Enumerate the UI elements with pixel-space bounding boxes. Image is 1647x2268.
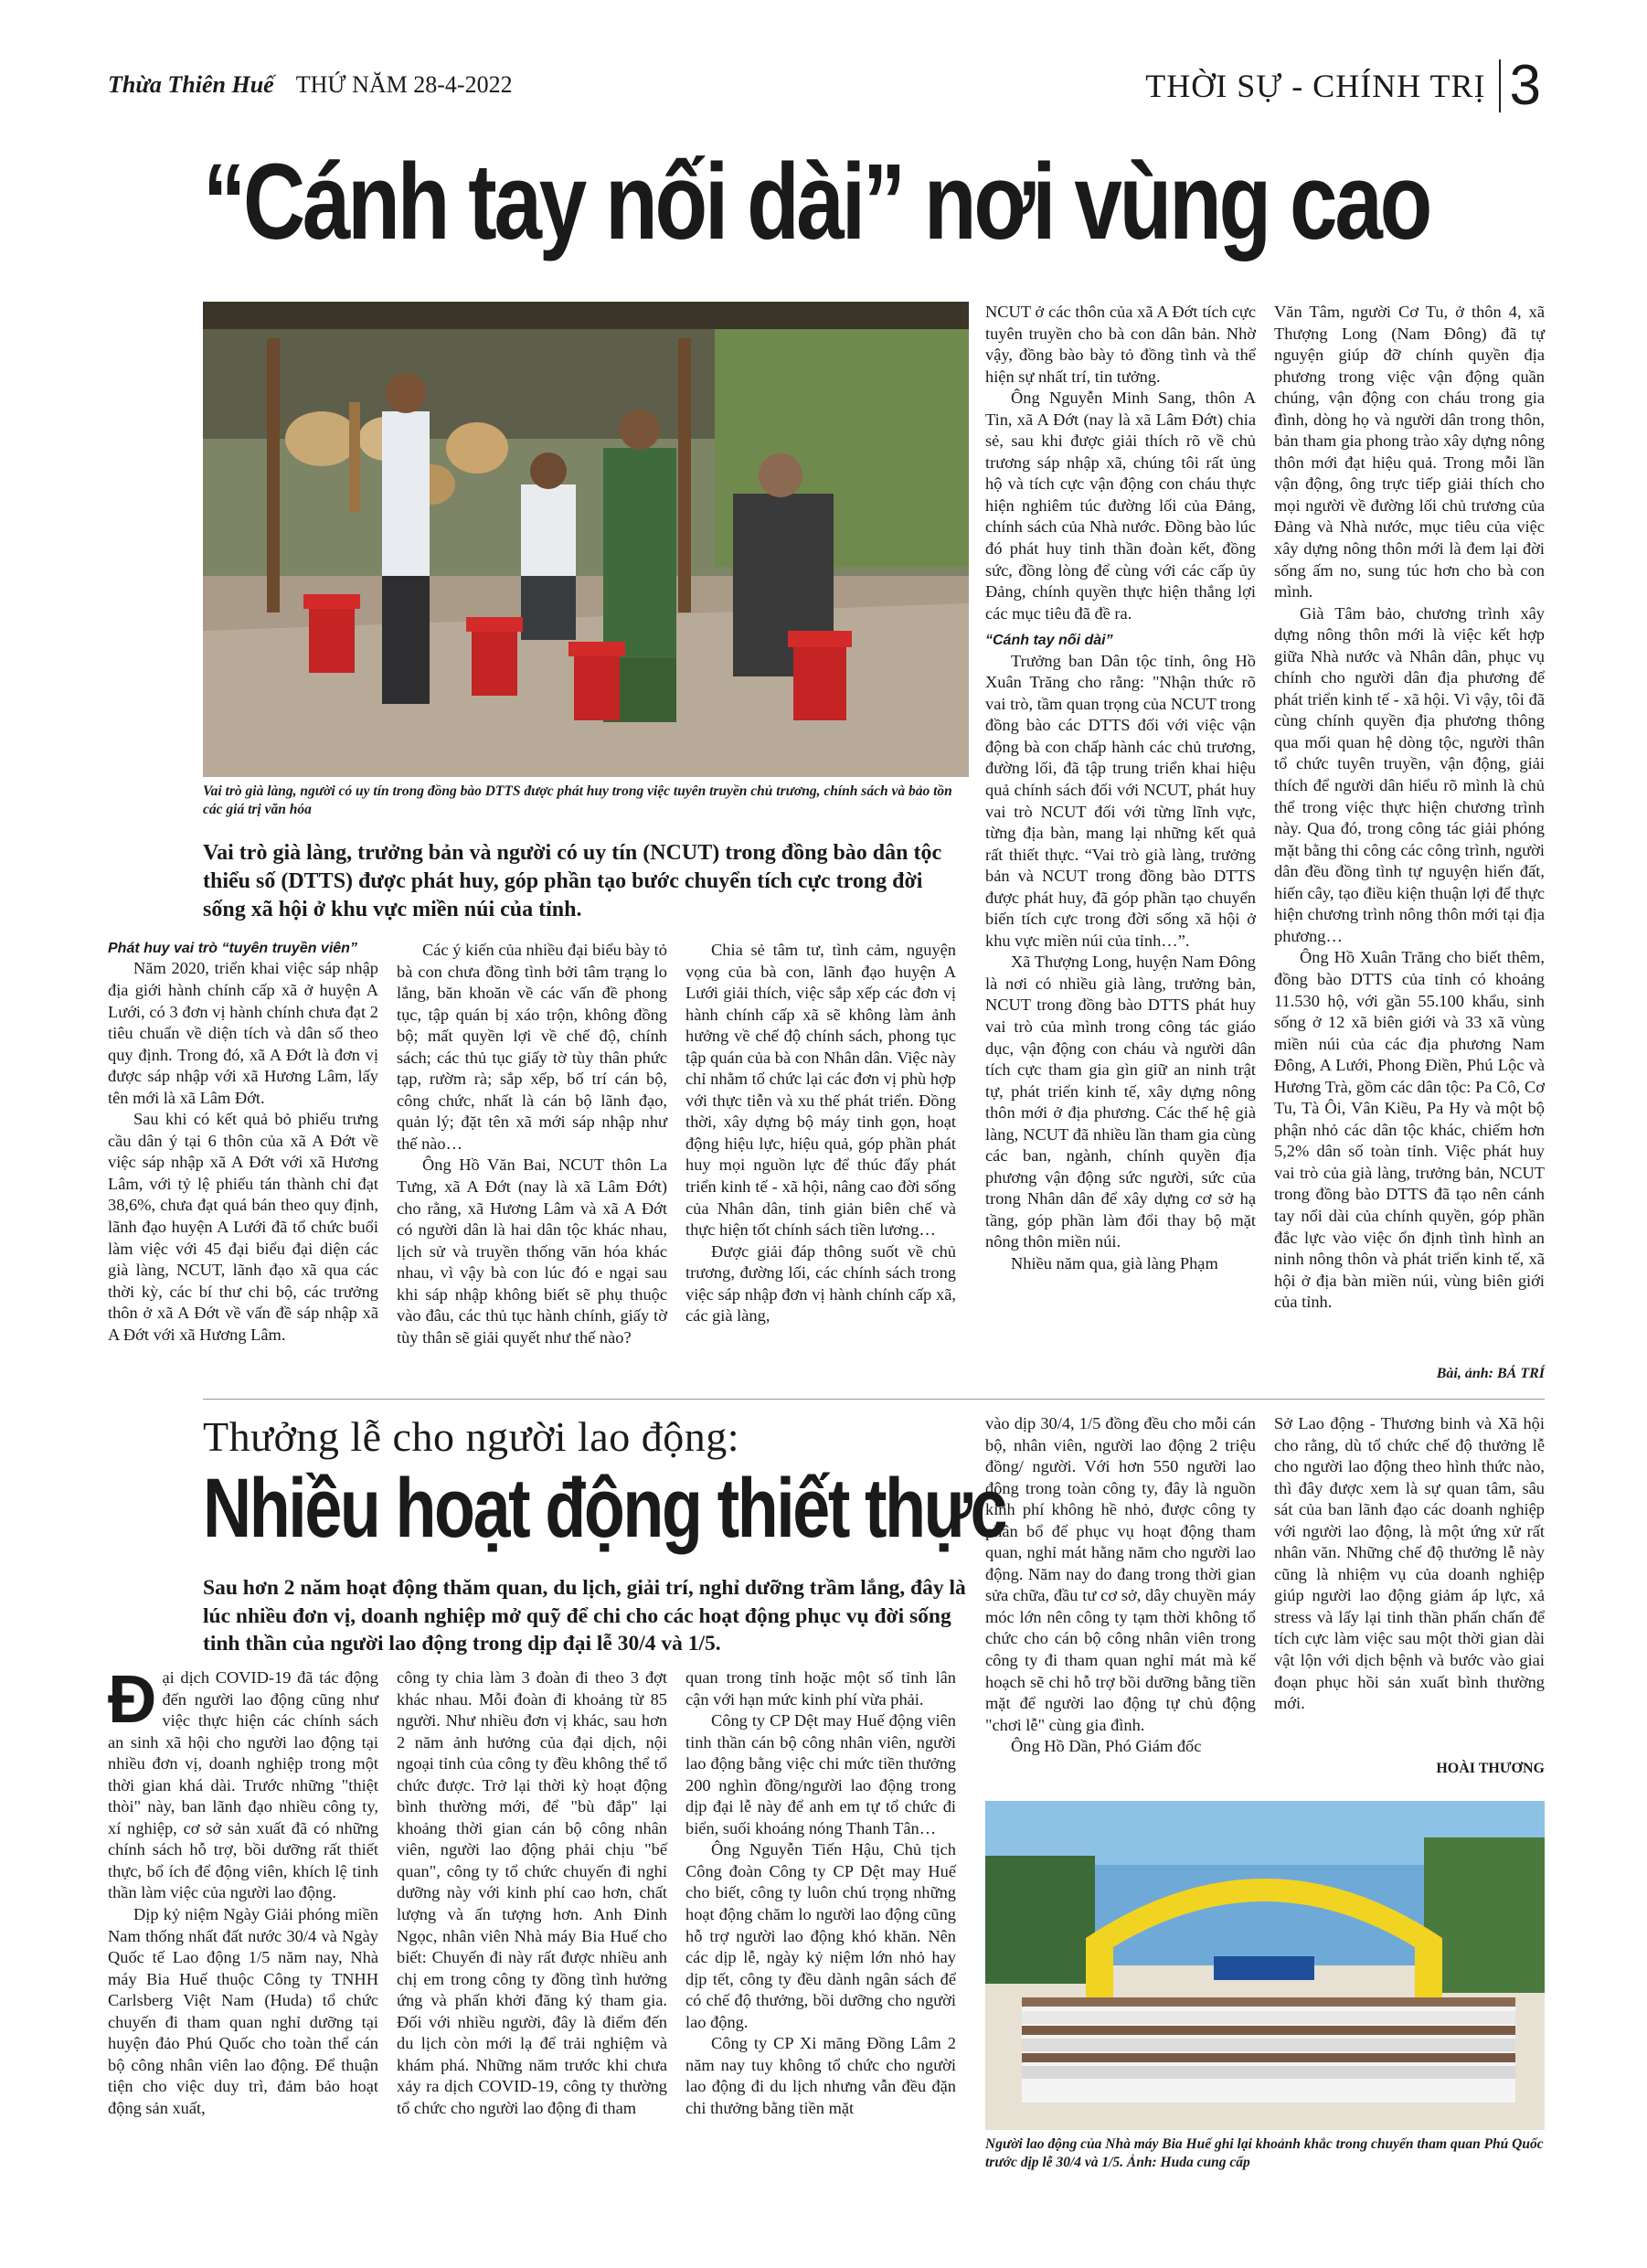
village-elders-photo — [203, 302, 969, 777]
article2-byline: HOÀI THƯƠNG — [1436, 1761, 1545, 1776]
paragraph: Ông Hồ Xuân Trăng cho biết thêm, đồng bào DTTS của tỉnh có khoảng 11.530 hộ, với gần 55.100 khẩu, sinh sống ở 12 xã biên giới và 33 xã vùng miền núi của các địa phương Nam Đông, A Lưới, Phong Điền, Phú Lộc và Hương Trà, gồm các dân tộc: Pa Cô, Cơ Tu, Tà Ôi, Vân Kiều, Pa Hy và một bộ phận nhỏ các dân tộc khác, chiếm hơn 5,2% dân số toàn tỉnh. Việc phát huy vai trò của già làng, trưởng bản, NCUT trong đồng bào DTTS đã tạo nên cánh tay nối dài của chính quyền, góp phần đắc lực vào việc ổn định tình hình an ninh nông thôn và phát triển kinh tế, xã hội ở địa bàn miền núi, vùng biên giới của tỉnh. — [1274, 948, 1545, 1312]
paragraph: Văn Tâm, người Cơ Tu, ở thôn 4, xã Thượng Long (Nam Đông) đã tự nguyện giúp đỡ chính quyền địa phương trong việc vận động quần chúng, vận động con cháu trong gia đình, dòng họ và người dân trong thôn, bản tham gia phong trào xây dựng nông thôn mới đạt hiệu quả. Trong mỗi lần vận động, ông trực tiếp giải thích cho mọi người về đường lối chủ trương của Đảng và Nhà nước, mục tiêu của việc xây dựng nông thôn mới là đem lại đời sống ấm no, sung túc hơn cho bà con mình. — [1274, 303, 1545, 602]
issue-date: THỨ NĂM 28-4-2022 — [295, 71, 513, 98]
paragraph: Ông Nguyễn Tiến Hậu, Chủ tịch Công đoàn Công ty CP Dệt may Huế cho biết, công ty luôn chú trọng những hoạt động chăm lo người lao động cũng hỗ trợ người lao động khó khăn. Nên các dịp lễ, ngày kỷ niệm lớn nhỏ hay dịp tết, công ty đều dành ngân sách để có chế độ thưởng, bồi dưỡng cho người lao động. — [685, 1840, 956, 2031]
article2-column-5 — [1274, 1413, 1545, 1715]
article1-sapo: Vai trò già làng, trưởng bản và người có uy tín (NCUT) trong đồng bào dân tộc thiểu số (DTTS) được phát huy, góp phần tạo bước chuyển tích cực trong đời sống xã hội ở khu vực miền núi của tỉnh. — [203, 841, 942, 922]
paragraph: Trưởng ban Dân tộc tỉnh, ông Hồ Xuân Trăng cho rằng: "Nhận thức rõ vai trò, tầm quan trọng của NCUT trong đồng bào các DTTS đối với việc vận động bà con chấp hành các chủ trương, đường lối, đã tập trung triển khai hiệu quả chính sách đối với NCUT, phát huy vai trò NCUT đối với từng lĩnh vực, từng địa bàn, mang lại những kết quả rất thiết thực. “Vai trò già làng, trưởng bản và NCUT trong đồng bào DTTS được phát huy, đã góp phần tạo chuyển biến tích cực trong đời sống xã hội ở khu vực miền núi của tỉnh…”. — [985, 651, 1256, 950]
paragraph: Ông Hồ Văn Bai, NCUT thôn La Tưng, xã A Đớt (nay là xã Lâm Đớt) cho rằng, xã Hương Lâm và xã A Đớt có người dân là hai dân tộc khác nhau, lịch sử và truyền thống văn hóa khác nhau, vì vậy bà con lúc đó e ngại sau khi sáp nhập không biết sẽ phụ thuộc vào đâu, các thủ tục hành chính, giấy tờ tùy thân sẽ giải quyết như thế nào? — [397, 1155, 667, 1347]
article1-column-5 — [1274, 302, 1545, 1314]
paragraph: Các ý kiến của nhiều đại biểu bày tỏ bà con chưa đồng tình bởi tâm trạng lo lắng, băn khoăn về các vấn đề phong tục, tập quán bị xáo trộn, không đồng bộ; mất quyền lợi về chế độ, chính sách; các thủ tục giấy tờ tùy thân phức tạp, rườm rà; sắp xếp, bố trí cán bộ, công chức, nhất là cán bộ lãnh đạo, quản lý; đặt tên xã mới sáp nhập như thế nào… — [397, 941, 667, 1153]
page-header-right — [1145, 53, 1541, 118]
page-header-left — [108, 71, 513, 99]
article2-sapo: Sau hơn 2 năm hoạt động thăm quan, du lịch, giải trí, nghỉ dưỡng trầm lắng, đây là lúc nhiều đơn vị, doanh nghiệp mở quỹ để chi cho các hoạt động phục vụ đời sống tinh thần của người lao động trong dịp đại lễ 30/4 và 1/5. — [203, 1576, 966, 1656]
article2-column-2 — [397, 1667, 667, 2119]
paragraph: Ông Hồ Dần, Phó Giám đốc — [1011, 1737, 1202, 1756]
paragraph: quan trong tỉnh hoặc một số tỉnh lân cận với hạn mức kinh phí vừa phải. — [685, 1668, 956, 1709]
header-divider — [1499, 59, 1501, 112]
group-beach-photo — [985, 1801, 1545, 2130]
article2-headline: Nhiều hoạt động thiết thực — [203, 1462, 1006, 1555]
article1-column-2 — [397, 940, 667, 1348]
paragraph: công ty chia làm 3 đoàn đi theo 3 đợt khác nhau. Mỗi đoàn đi khoảng từ 85 người. Như nhiều đơn vị khác, sau hơn 2 năm ảnh hưởng của đại dịch, nội ngoại tỉnh của công ty đều không thể tổ chức được. Trở lại thời kỳ hoạt động bình thường mới, để "bù đắp" lại khoảng thời gian cán bộ công nhân viên, người lao động phải chịu "bế quan", công ty tổ chức chuyến đi nghỉ dưỡng này với kinh phí cao hơn, chất lượng và ấn tượng hơn. Anh Đinh Ngọc, nhân viên Nhà máy Bia Huế cho biết: Chuyến đi này rất được nhiều anh chị em trong công ty đồng tình hưởng ứng và phấn khởi đăng ký tham gia. Đối với nhiều người, đây là điểm đến du lịch còn mới lạ để trải nghiệm và khám phá. Những năm trước khi chưa xảy ra dịch COVID-19, công ty thường tổ chức cho người lao động đi tham — [397, 1668, 667, 2117]
drop-cap: Đ — [108, 1661, 157, 1737]
article2-column-1 — [108, 1661, 378, 2119]
article1-subhead-2: “Cánh tay nối dài” — [985, 633, 1113, 649]
article1-byline: Bài, ảnh: BÁ TRÍ — [1436, 1366, 1545, 1381]
article1-photo — [203, 302, 969, 777]
paragraph: NCUT ở các thôn của xã A Đớt tích cực tuyên truyền cho bà con dân bản. Nhờ vậy, đồng bào bày tỏ đồng tình và thể hiện sự nhất trí, tin tưởng. — [985, 303, 1256, 386]
article1-column-3 — [685, 940, 956, 1327]
lead-text: ại dịch COVID-19 đã tác động đến người lao động cũng như việc thực hiện các chính sách an sinh xã hội cho người lao động tại nhiều đơn vị, doanh nghiệp trong một thời gian khá dài. Trước những "thiệt thòi" này, ban lãnh đạo nhiều công ty, xí nghiệp, cơ sở sản xuất đã có những chính sách hỗ trợ, bồi dưỡng rất thiết thực, bổ ích để động viên, khích lệ tinh thần làm việc của người lao động. — [108, 1668, 378, 1902]
page-number: 3 — [1509, 54, 1541, 117]
article1-column-1 — [108, 940, 378, 1346]
lead-paragraph — [108, 1661, 378, 1904]
paragraph: Ông Nguyễn Minh Sang, thôn A Tin, xã A Đớt (nay là xã Lâm Đớt) chia sẻ, sau khi được giải thích rõ về chủ trương sáp nhập xã, chúng tôi rất ủng hộ và tích cực vận động con cháu thực hiện nghiêm túc đường lối của Đảng, chính sách của Nhà nước. Đồng bào lúc đó phát huy tinh thần đoàn kết, đồng sức, đồng lòng để cùng với các cấp ủy Đảng, chính quyền thực hiện thắng lợi các mục tiêu đã đề ra. — [985, 389, 1256, 623]
paragraph: Công ty CP Xi măng Đồng Lâm 2 năm nay tuy không tổ chức cho người lao động đi du lịch nhưng vẫn đều đặn chi thưởng bằng tiền mặt — [685, 2034, 956, 2117]
paragraph: Sở Lao động - Thương binh và Xã hội cho rằng, dù tổ chức chế độ thưởng lễ cho người lao động theo hình thức nào, thì đây được xem là sự quan tâm, sâu sát của ban lãnh đạo các doanh nghiệp với người lao động, là một ứng xử rất nhân văn. Những chế độ thưởng lễ này cũng là nhiệm vụ của doanh nghiệp giúp người lao động giảm áp lực, xả stress và lấy lại tinh thần phấn chấn để tích cực làm việc sau một thời gian dài vật lộn với dịch bệnh và bước vào giai đoạn phục hồi sản xuất bình thường mới. — [1274, 1414, 1545, 1713]
paragraph: vào dịp 30/4, 1/5 đồng đều cho mỗi cán bộ, nhân viên, người lao động 2 triệu đồng/ người. Với hơn 550 người lao động trong toàn công ty, đây là nguồn kinh phí không hề nhỏ, được công ty phân bổ để phục vụ hoạt động tham quan, nghỉ mát hằng năm cho người lao động. Năm nay do đang trong thời gian sửa chữa, đầu tư cơ sở, dây chuyền máy móc lớn nên công ty tạm thời không tổ chức cho cán bộ công nhân viên trong công ty đi tham quan nghỉ mát mà kế hoạch sẽ chi hỗ trợ bồi dưỡng bằng tiền mặt để người lao động tự chủ động "chơi lễ" cùng gia đình. — [985, 1414, 1256, 1734]
paragraph: Công ty CP Dệt may Huế động viên tinh thần cán bộ công nhân viên, người lao động bằng việc chi mức tiền thưởng 200 nghìn đồng/người lao động trong dịp đại lễ này để anh em tự tổ chức đi biển, suối khoáng nóng Thanh Tân… — [685, 1711, 956, 1837]
section-name: THỜI SỰ - CHÍNH TRỊ — [1145, 67, 1486, 104]
article2-photo — [985, 1801, 1545, 2130]
paragraph: Nhiều năm qua, già làng Phạm — [1011, 1253, 1218, 1272]
article1-subhead-1: Phát huy vai trò “tuyên truyền viên” — [108, 941, 357, 956]
article-divider — [203, 1399, 1545, 1400]
article1-column-4 — [985, 302, 1256, 1275]
article1-headline: “Cánh tay nối dài” nơi vùng cao — [203, 142, 1430, 262]
article2-column-4 — [985, 1413, 1256, 1758]
article1-photo-caption: Vai trò già làng, người có uy tín trong đồng bào DTTS được phát huy trong việc tuyên truyền chủ trương, chính sách và bảo tồn các giá trị văn hóa — [203, 783, 952, 818]
article2-photo-caption: Người lao động của Nhà máy Bia Huế ghi lại khoảnh khắc trong chuyến tham quan Phú Quốc trước dịp lễ 30/4 và 1/5. Ảnh: Huda cung cấp — [985, 2136, 1544, 2171]
paragraph: Sau khi có kết quả bỏ phiếu trưng cầu dân ý tại 6 thôn của xã A Đớt về việc sáp nhập xã A Đớt với xã Hương Lâm, với tỷ lệ phiếu tán thành chỉ đạt 38,6%, chưa đạt quá bán theo quy định, lãnh đạo huyện A Lưới đã tổ chức buổi làm việc với 45 đại biểu đại diện các già làng, NCUT, lãnh đạo xã qua các thời kỳ, các bí thư chi bộ, các trưởng thôn ở xã A Đớt về vấn đề sáp nhập xã A Đớt với xã Hương Lâm. — [108, 1110, 378, 1344]
paragraph: Năm 2020, triển khai việc sáp nhập địa giới hành chính cấp xã ở huyện A Lưới, có 3 đơn vị hành chính chưa đạt 2 tiêu chuẩn về diện tích và dân số theo quy định. Trong đó, xã A Đớt là đơn vị được sáp nhập với xã Hương Lâm, lấy tên mới là xã Lâm Đớt. — [108, 959, 378, 1107]
paragraph: Chia sẻ tâm tư, tình cảm, nguyện vọng của bà con, lãnh đạo huyện A Lưới giải thích, việc sắp xếp các đơn vị hành chính cấp xã sẽ không làm ảnh hưởng về chế độ chính sách, phong tục tập quán của bà con Nhân dân. Việc này chỉ nhằm tổ chức lại các đơn vị phù hợp với thực tiễn và xu thế phát triển. Đồng thời, xây dựng bộ máy tinh gọn, hoạt động hiệu lực, hiệu quả, góp phần phát huy mọi nguồn lực để thúc đẩy phát triển kinh tế - xã hội, nâng cao đời sống của Nhân dân, tinh giản biên chế và thực hiện tốt chính sách tiền lương… — [685, 941, 956, 1240]
paragraph: Già Tâm bảo, chương trình xây dựng nông thôn mới là việc kết hợp giữa Nhà nước và Nhân dân, phục vụ chính cho người dân địa phương để phát triển kinh tế - xã hội. Vì vậy, tôi đã cùng chính quyền địa phương thông qua mối quan hệ dòng tộc, người thân tổ chức tuyên truyền, vận động, giải thích để người dân hiểu rõ mình là chủ thể trong việc thực hiện chương trình này. Qua đó, trong công tác giải phóng mặt bằng thi công các công trình, người dân đều đồng tình tự nguyện hiến đất, hiến cây, tạo điều kiện thuận lợi để thực hiện chương trình nông thôn mới tại địa phương… — [1274, 603, 1545, 945]
paragraph: Được giải đáp thông suốt về chủ trương, đường lối, các chính sách trong việc sáp nhập đơn vị hành chính cấp xã, các già làng, — [685, 1241, 956, 1326]
paragraph: Xã Thượng Long, huyện Nam Đông là nơi có nhiều già làng, trưởng bản, NCUT trong đồng bào DTTS phát huy vai trò của mình trong công tác giáo dục, vận động con cháu và người dân tích cực tham gia gìn giữ an ninh trật tự, phát triển kinh tế, xây dựng nông thôn mới ở địa phương. Các thế hệ già làng, NCUT đã nhiều lần tham gia cùng các ban, ngành, chính quyền địa phương vận động sức người, sức của trong Nhân dân để xây dựng cơ sở hạ tầng, góp phần làm đổi thay bộ mặt nông thôn miền núi. — [985, 953, 1256, 1251]
newspaper-name: Thừa Thiên Huế — [108, 71, 274, 98]
article2-kicker: Thưởng lễ cho người lao động: — [203, 1413, 739, 1460]
paragraph: Dịp kỷ niệm Ngày Giải phóng miền Nam thống nhất đất nước 30/4 và Ngày Quốc tế Lao động 1/5 năm nay, Nhà máy Bia Huế thuộc Công ty TNHH Carlsberg Việt Nam (Huda) tổ chức chuyến đi tham quan nghỉ dưỡng tại huyện đảo Phú Quốc cho toàn thể cán bộ công nhân viên lao động. Để thuận tiện cho việc duy trì, đảm bảo hoạt động sản xuất, — [108, 1905, 378, 2117]
article2-column-3 — [685, 1667, 956, 2119]
